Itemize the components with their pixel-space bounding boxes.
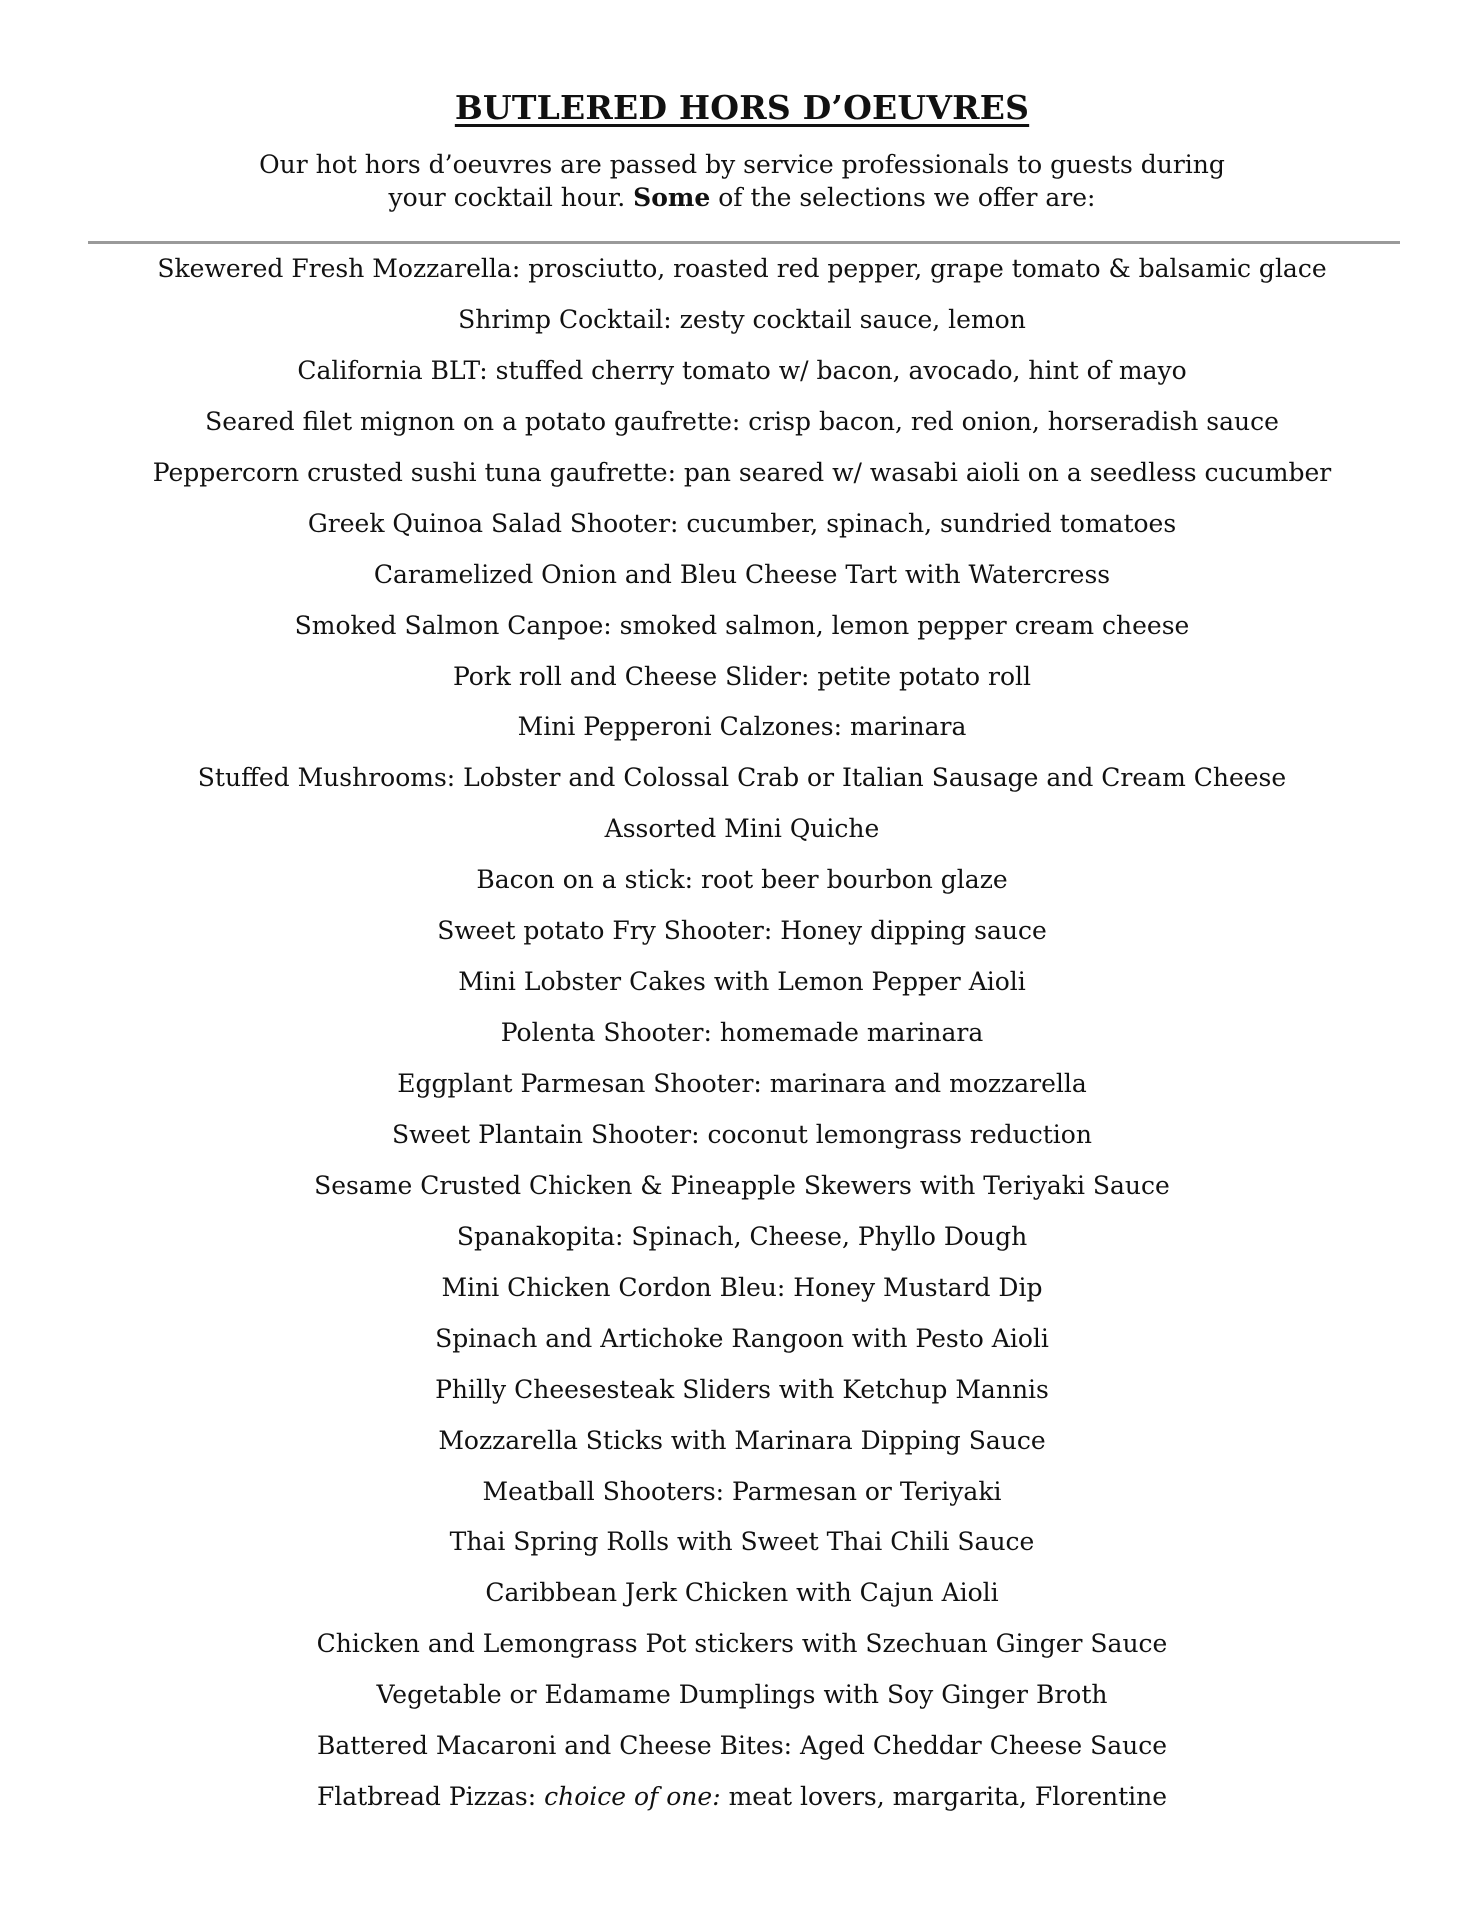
menu-item: Mozzarella Sticks with Marinara Dipping Sauce — [438, 1425, 1046, 1455]
menu-item: Shrimp Cocktail: zesty cocktail sauce, lemon — [458, 304, 1026, 334]
menu-item: Polenta Shooter: homemade marinara — [500, 1018, 984, 1048]
menu-item: Thai Spring Rolls with Sweet Thai Chili Sauce — [449, 1527, 1035, 1557]
menu-item: Vegetable or Edamame Dumplings with Soy Ginger Broth — [376, 1680, 1108, 1710]
menu-item: Pork roll and Cheese Slider: petite potato roll — [452, 661, 1032, 691]
flatbread-choice-note: choice of one: — [544, 1782, 721, 1812]
menu-item: Stuffed Mushrooms: Lobster and Colossal Crab or Italian Sausage and Cream Cheese — [197, 763, 1287, 793]
menu-item: Greek Quinoa Salad Shooter: cucumber, spinach, sundried tomatoes — [307, 508, 1177, 538]
menu-item: Caribbean Jerk Chicken with Cajun Aioli — [485, 1578, 999, 1608]
intro-line-2-end: of the selections we offer are: — [718, 183, 1096, 212]
menu-item: Chicken and Lemongrass Pot stickers with Szechuan Ginger Sauce — [316, 1629, 1168, 1659]
menu-item: Assorted Mini Quiche — [604, 814, 880, 844]
menu-item: Philly Cheesesteak Sliders with Ketchup Mannis — [435, 1374, 1049, 1404]
intro-text — [0, 148, 1484, 214]
menu-item: Smoked Salmon Canpoe: smoked salmon, lemon pepper cream cheese — [294, 610, 1190, 640]
flatbread-name: Flatbread Pizzas: — [316, 1782, 537, 1812]
menu-item: Spanakopita: Spinach, Cheese, Phyllo Dough — [456, 1221, 1028, 1251]
menu-item: Seared filet mignon on a potato gaufrette: crisp bacon, red onion, horseradish sauce — [205, 406, 1279, 436]
menu-item: Sweet potato Fry Shooter: Honey dipping sauce — [437, 916, 1047, 946]
menu-item: Mini Pepperoni Calzones: marinara — [517, 712, 967, 742]
intro-emphasis: Some — [633, 183, 711, 212]
menu-list — [0, 244, 1484, 1823]
menu-item: Bacon on a stick: root beer bourbon glaze — [476, 865, 1008, 895]
menu-item: Caramelized Onion and Bleu Cheese Tart with Watercress — [373, 559, 1111, 589]
menu-item: Sesame Crusted Chicken & Pineapple Skewers with Teriyaki Sauce — [314, 1170, 1170, 1200]
menu-item: Skewered Fresh Mozzarella: prosciutto, roasted red pepper, grape tomato & balsamic glace — [157, 254, 1327, 283]
menu-item: Meatball Shooters: Parmesan or Teriyaki — [482, 1476, 1002, 1506]
intro-line-1: Our hot hors d’oeuvres are passed by service professionals to guests during — [259, 150, 1225, 179]
menu-item: Spinach and Artichoke Rangoon with Pesto Aioli — [435, 1323, 1049, 1353]
intro-line-2-start: your cocktail hour. — [388, 183, 626, 212]
menu-item: Mini Chicken Cordon Bleu: Honey Mustard Dip — [441, 1272, 1043, 1302]
page-title: BUTLERED HORS D’OEUVRES — [454, 88, 1030, 127]
menu-item: Eggplant Parmesan Shooter: marinara and mozzarella — [397, 1069, 1087, 1098]
menu-item: Peppercorn crusted sushi tuna gaufrette: pan seared w/ wasabi aioli on a seedless cucumber — [152, 457, 1332, 487]
menu-item: Battered Macaroni and Cheese Bites: Aged Cheddar Cheese Sauce — [316, 1731, 1168, 1761]
flatbread-options: meat lovers, margarita, Florentine — [728, 1782, 1168, 1812]
menu-item: Mini Lobster Cakes with Lemon Pepper Aioli — [458, 967, 1026, 997]
menu-item: California BLT: stuffed cherry tomato w/ bacon, avocado, hint of mayo — [297, 355, 1187, 385]
menu-item-flatbread — [0, 1772, 1484, 1823]
menu-item: Sweet Plantain Shooter: coconut lemongrass reduction — [392, 1119, 1092, 1149]
